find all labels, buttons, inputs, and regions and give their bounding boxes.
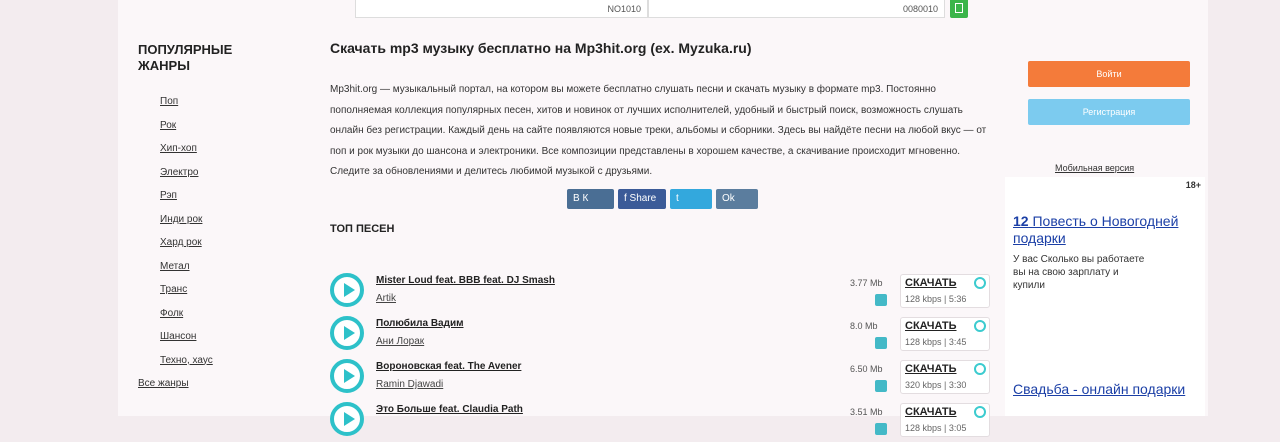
mobile-version-link[interactable]: Мобильная версия [1055,163,1135,173]
info-icon[interactable] [974,277,986,289]
genres-sidebar [138,42,278,389]
right-sidebar [1005,0,1205,416]
login-button[interactable]: Войти [1028,61,1190,87]
song-size: 8.0 Mb [850,321,878,331]
genre-item[interactable]: Хип-хоп [160,143,197,154]
song-meta: 128 kbps | 5:36 [905,294,967,304]
add-to-playlist-icon[interactable] [875,337,887,349]
song-artist[interactable]: Artik [376,293,396,304]
genre-item[interactable]: Фолк [160,307,184,319]
top-songs-title: ТОП ПЕСЕН [330,222,395,235]
song-artist[interactable]: Ани Лорак [376,336,425,347]
genres-list [138,90,278,372]
share-facebook-button[interactable]: f Share [618,189,666,209]
genre-item[interactable]: Метал [160,260,190,272]
play-icon[interactable] [330,359,364,393]
download-link[interactable]: СКАЧАТЬ [905,363,957,375]
song-size: 3.77 Mb [850,278,883,288]
song-meta: 128 kbps | 3:45 [905,337,967,347]
search-go-button[interactable] [950,0,968,18]
download-link[interactable]: СКАЧАТЬ [905,277,957,289]
song-artist[interactable]: Ramin Djawadi [376,379,444,390]
genre-item[interactable]: Техно, хаус [160,354,213,366]
download-box [900,274,990,308]
genre-item[interactable]: Рок [160,119,177,131]
genre-item[interactable]: Транс [160,284,188,295]
song-meta: 128 kbps | 3:05 [905,423,967,433]
add-to-playlist-icon[interactable] [875,380,887,392]
songs-list [330,270,995,442]
genre-item[interactable]: Электро [160,166,199,178]
info-icon[interactable] [974,406,986,418]
song-row [330,270,995,313]
play-icon[interactable] [330,316,364,350]
search-bar [355,0,975,20]
song-meta: 320 kbps | 3:30 [905,380,967,390]
song-size: 6.50 Mb [850,364,883,374]
add-to-playlist-icon[interactable] [875,423,887,435]
search-field-track[interactable]: 0080010 [648,0,945,18]
download-link[interactable]: СКАЧАТЬ [905,320,957,332]
info-icon[interactable] [974,363,986,375]
share-vk-button[interactable]: В К [567,189,614,209]
genre-item[interactable]: Рэп [160,190,177,201]
info-icon[interactable] [974,320,986,332]
download-box [900,360,990,394]
site-description: Mp3hit.org — музыкальный портал, на котором вы можете бесплатно слушать песни и скачать музыку в формате mp3. Постоянно пополняемая коллекция популярных песен, хитов и новинок от лучших исполнителей, удобный и быстрый поиск, возможность слушать онлайн без регистрации. Каждый день на сайте появляются новые треки, альбомы и сборники. Здесь вы найдёте песни на любой вкус — от поп и рок музыки до шансона и электроники. Все композиции представлены в хорошем качестве, а скачивание происходит мгновенно. Следите за обновлениями и делитесь любимой музыкой с друзьями. [330,84,987,178]
genre-item[interactable]: Хард рок [160,237,202,248]
ad-heading-text: Повесть о Новогодней подарки [1013,213,1179,246]
age-rating-badge: 18+ [1185,180,1201,190]
add-to-playlist-icon[interactable] [875,294,887,306]
song-title[interactable]: Полюбила Вадим [376,318,464,329]
ad-heading-2-link[interactable]: Свадьба - онлайн подарки [1013,381,1186,397]
main-content [330,40,995,235]
page-title: Скачать mp3 музыку бесплатно на Mp3hit.org (ex. Myzuka.ru) [330,40,752,56]
share-ok-button[interactable]: Ok [716,189,758,209]
genre-item[interactable]: Шансон [160,331,197,342]
ad-block [1005,177,1205,416]
download-link[interactable]: СКАЧАТЬ [905,406,957,418]
song-size: 3.51 Mb [850,407,883,417]
song-title[interactable]: Это Больше feat. Claudia Path [376,404,523,415]
play-icon[interactable] [330,402,364,436]
ad-heading-link[interactable] [1013,213,1193,247]
download-box [900,403,990,437]
all-genres-link[interactable]: Все жанры [138,378,189,389]
share-twitter-button[interactable]: t [670,189,712,209]
song-title[interactable]: Вороновская feat. The Avener [376,361,522,372]
genre-item[interactable]: Поп [160,96,179,107]
play-icon[interactable] [330,273,364,307]
genres-title: ПОПУЛЯРНЫЕ ЖАНРЫ [138,42,233,73]
ad-heading-number: 12 [1013,213,1029,229]
genre-item[interactable]: Инди рок [160,213,203,225]
song-row [330,399,995,442]
song-row [330,356,995,399]
share-buttons [567,189,995,209]
download-box [900,317,990,351]
song-title[interactable]: Mister Loud feat. BBB feat. DJ Smash [376,275,555,286]
song-row [330,313,995,356]
search-field-artist[interactable]: NO1010 [355,0,648,18]
ad-text: У вас Сколько вы работаете вы на свою зарплату и купили [1013,254,1145,291]
register-button[interactable]: Регистрация [1028,99,1190,125]
